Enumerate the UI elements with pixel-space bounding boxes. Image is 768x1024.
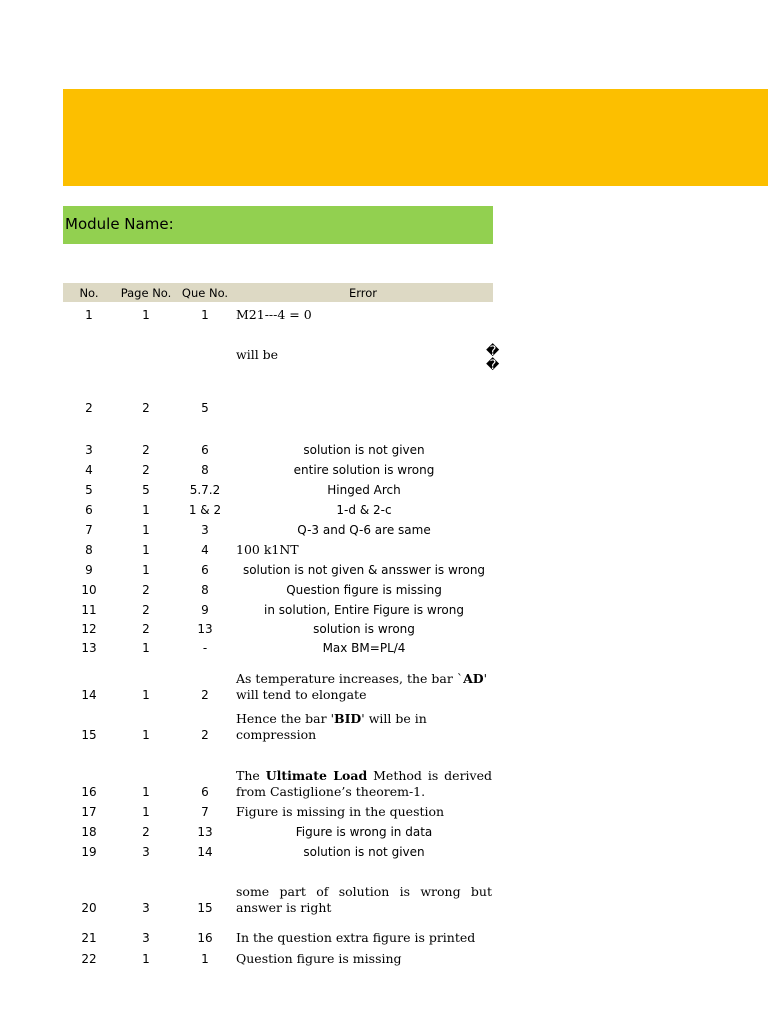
row-error [236, 768, 492, 800]
table-row [63, 538, 493, 558]
row-page-no: 1 [142, 688, 150, 702]
table-row [63, 416, 493, 458]
row-que-no: 5 [201, 401, 209, 415]
row-no: 8 [85, 543, 93, 557]
row-error: entire solution is wrong [293, 463, 435, 477]
row-error: solution is not given & ansswer is wrong [242, 563, 486, 577]
row-page-no: 1 [142, 563, 150, 577]
row-que-no: - [202, 641, 208, 655]
row-page-no: 1 [142, 503, 150, 517]
row-error-text: ' will be in compression [236, 711, 427, 742]
row-no: 2 [85, 401, 93, 415]
row-page-no: 2 [142, 622, 150, 636]
row-page-no: 2 [142, 603, 150, 617]
header-error: Error [348, 286, 378, 300]
row-error-bold-text: Ultimate Load [265, 768, 368, 783]
row-no: 19 [81, 845, 97, 859]
row-page-no: 1 [142, 523, 150, 537]
table-row [63, 860, 493, 916]
row-no: 11 [81, 603, 97, 617]
row-error: solution is wrong [313, 622, 415, 636]
row-page-no: 1 [142, 805, 150, 819]
row-no: 3 [85, 443, 93, 457]
row-error [236, 344, 500, 373]
header-page-no: Page No. [120, 286, 172, 300]
row-error-text: As temperature increases, the bar ` [236, 671, 464, 686]
table-row [63, 598, 493, 618]
row-error-text: Method is derived from Castiglione’s theorem-1. [236, 768, 492, 799]
row-que-no: 3 [201, 523, 209, 537]
table-row [63, 558, 493, 578]
row-error: some part of solution is wrong but answer is right [236, 884, 492, 915]
table-row [63, 916, 493, 946]
row-que-no: 8 [201, 583, 209, 597]
row-que-no: 14 [197, 845, 213, 859]
row-error: solution is not given [303, 443, 425, 457]
row-page-no: 1 [142, 785, 150, 799]
table-row [63, 820, 493, 840]
row-que-no: 6 [201, 563, 209, 577]
row-no: 1 [85, 308, 93, 322]
row-page-no: 1 [142, 308, 150, 322]
table-row [63, 637, 493, 656]
row-page-no: 1 [142, 728, 150, 742]
row-no: 4 [85, 463, 93, 477]
row-no: 22 [81, 952, 97, 966]
module-name-label: Module Name: [65, 215, 174, 233]
row-que-no: 15 [197, 901, 213, 915]
table-row [63, 302, 493, 323]
row-no: 18 [81, 825, 97, 839]
row-page-no: 1 [142, 641, 150, 655]
row-page-no: 2 [142, 401, 150, 415]
row-no: 9 [85, 563, 93, 577]
row-error: Max BM=PL/4 [322, 641, 406, 655]
row-que-no: 16 [197, 931, 213, 945]
row-error: Figure is missing in the question [236, 804, 445, 819]
row-que-no: 4 [201, 543, 209, 557]
row-page-no: 2 [142, 443, 150, 457]
header-que-no: Que No. [181, 286, 229, 300]
row-error: Figure is wrong in data [295, 825, 433, 839]
row-que-no: 2 [201, 688, 209, 702]
row-error-text: The [236, 768, 266, 783]
table-row [63, 458, 493, 478]
row-no: 15 [81, 728, 97, 742]
row-error: 1-d & 2-c [336, 503, 392, 517]
row-error: Q-3 and Q-6 are same [297, 523, 431, 537]
row-page-no: 3 [142, 901, 150, 915]
row-que-no: 9 [201, 603, 209, 617]
row-page-no: 1 [142, 952, 150, 966]
row-error-text: Hence the bar ' [236, 711, 335, 726]
row-error: Question figure is missing [286, 583, 442, 597]
row-error-text: will be [236, 347, 279, 362]
table-row [63, 743, 493, 800]
row-no: 10 [81, 583, 97, 597]
missing-glyph-icon: � � [486, 344, 500, 373]
table-row [63, 656, 493, 703]
table-row [63, 498, 493, 518]
error-table [63, 283, 500, 972]
row-page-no: 2 [142, 583, 150, 597]
table-body [63, 302, 500, 972]
table-row [63, 478, 493, 498]
row-page-no: 3 [142, 931, 150, 945]
table-row [63, 800, 493, 820]
row-no: 17 [81, 805, 97, 819]
table-row [63, 946, 493, 967]
row-que-no: 1 & 2 [188, 503, 222, 517]
row-no: 12 [81, 622, 97, 636]
row-error: In the question extra figure is printed [236, 930, 476, 945]
row-no: 5 [85, 483, 93, 497]
row-que-no: 5.7.2 [189, 483, 221, 497]
row-no: 21 [81, 931, 97, 945]
row-page-no: 2 [142, 463, 150, 477]
row-que-no: 8 [201, 463, 209, 477]
table-row [63, 518, 493, 538]
row-error [236, 711, 492, 743]
header-no: No. [79, 286, 99, 300]
row-que-no: 7 [201, 805, 209, 819]
row-error: Hinged Arch [327, 483, 401, 497]
row-que-no: 1 [201, 952, 209, 966]
row-no: 20 [81, 901, 97, 915]
row-error-bold-text: AD [463, 671, 484, 686]
row-page-no: 2 [142, 825, 150, 839]
row-page-no: 1 [142, 543, 150, 557]
row-que-no: 13 [197, 825, 213, 839]
header-banner [63, 89, 768, 186]
row-error: 100 k1NT [236, 542, 299, 557]
row-que-no: 6 [201, 443, 209, 457]
row-error: M21---4 = 0 [236, 307, 312, 322]
row-no: 14 [81, 688, 97, 702]
table-row [63, 840, 493, 860]
table-header [63, 283, 493, 302]
table-row [63, 618, 493, 637]
table-row [63, 703, 493, 743]
row-error-text: ' will tend to elongate [236, 671, 488, 702]
row-no: 6 [85, 503, 93, 517]
table-row [63, 578, 493, 598]
row-error-bold-text: BID [334, 711, 362, 726]
row-que-no: 1 [201, 308, 209, 322]
row-page-no: 3 [142, 845, 150, 859]
table-row [63, 323, 500, 416]
row-error: solution is not given [303, 845, 425, 859]
row-error: Question figure is missing [236, 951, 402, 966]
module-name-bar [63, 206, 493, 244]
row-no: 13 [81, 641, 97, 655]
row-que-no: 6 [201, 785, 209, 799]
row-no: 16 [81, 785, 97, 799]
row-no: 7 [85, 523, 93, 537]
row-error [236, 671, 492, 703]
row-page-no: 5 [142, 483, 150, 497]
row-error: in solution, Entire Figure is wrong [264, 603, 464, 617]
row-que-no: 13 [197, 622, 213, 636]
row-que-no: 2 [201, 728, 209, 742]
